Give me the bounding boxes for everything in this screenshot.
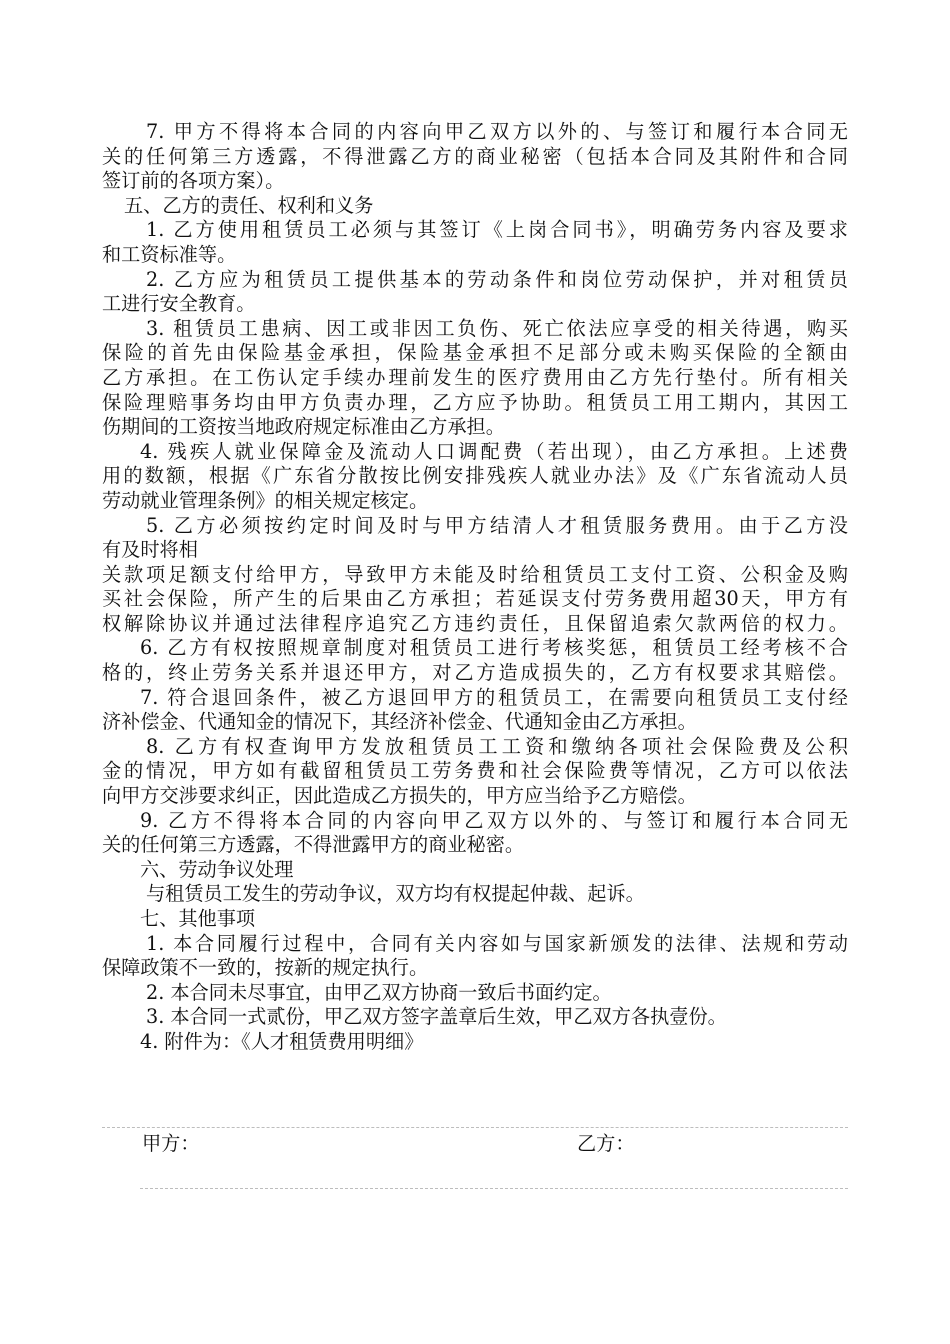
paragraph-line: 乙方承担。在工伤认定手续办理前发生的医疗费用由乙方先行垫付。所有相关 (102, 365, 848, 389)
party-a-signature-label: 甲方： (142, 1132, 200, 1155)
paragraph (102, 882, 848, 907)
paragraph-line: 济补偿金、代通知金的情况下，其经济补偿金、代通知金由乙方承担。 (102, 710, 697, 734)
paragraph-line: 买社会保险，所产生的后果由乙方承担；若延误支付劳务费用超30天，甲方有 (102, 587, 848, 611)
paragraph-line: 格的，终止劳务关系并退还甲方，对乙方造成损失的，乙方有权要求其赔偿。 (102, 661, 848, 685)
paragraph (102, 1030, 848, 1055)
paragraph-line: 5. 乙方必须按约定时间及时与甲方结清人才租赁服务费用。由于乙方没 (146, 513, 848, 537)
paragraph-line: 向甲方交涉要求纠正，因此造成乙方损失的，甲方应当给予乙方赔偿。 (102, 784, 697, 808)
paragraph (102, 120, 848, 194)
paragraph-line: 有及时将相 (102, 538, 198, 562)
paragraph (102, 981, 848, 1006)
party-b-signature-label: 乙方： (577, 1132, 635, 1155)
paragraph (102, 1005, 848, 1030)
paragraph-line: 7. 符合退回条件，被乙方退回甲方的租赁员工，在需要向租赁员工支付经 (140, 685, 848, 709)
paragraph-line: 9. 乙方不得将本合同的内容向甲乙双方以外的、与签订和履行本合同无 (140, 808, 848, 832)
signature-top-divider (102, 1127, 848, 1128)
paragraph (102, 735, 848, 809)
paragraph (102, 686, 848, 735)
paragraph-line: 与租赁员工发生的劳动争议，双方均有权提起仲裁、起诉。 (146, 882, 645, 906)
paragraph-line: 劳动就业管理条例》的相关规定核定。 (102, 488, 429, 512)
paragraph (102, 563, 848, 637)
paragraph (102, 317, 848, 440)
paragraph-line: 7. 甲方不得将本合同的内容向甲乙双方以外的、与签订和履行本合同无 (146, 120, 848, 143)
paragraph-line: 七、其他事项 (140, 907, 256, 930)
contract-body (102, 120, 848, 1055)
paragraph-line: 保障政策不一致的，按新的规定执行。 (102, 956, 429, 980)
signature-bottom-divider (140, 1188, 848, 1189)
paragraph (102, 809, 848, 858)
paragraph (102, 268, 848, 317)
paragraph-line: 2. 本合同未尽事宜，由甲乙双方协商一致后书面约定。 (146, 980, 612, 1004)
paragraph-line: 工进行安全教育。 (102, 292, 256, 316)
paragraph (102, 907, 848, 932)
paragraph (102, 218, 848, 267)
paragraph (102, 932, 848, 981)
paragraph-line: 2. 乙方应为租赁员工提供基本的劳动条件和岗位劳动保护，并对租赁员 (146, 267, 848, 291)
paragraph-line: 六、劳动争议处理 (140, 857, 294, 881)
paragraph-line: 签订前的各项方案）。 (102, 169, 285, 193)
paragraph (102, 514, 848, 563)
paragraph-line: 关款项足额支付给甲方，导致甲方未能及时给租赁员工支付工资、公积金及购 (102, 562, 848, 586)
paragraph-line: 3. 租赁员工患病、因工或非因工负伤、死亡依法应享受的相关待遇，购买 (146, 316, 848, 340)
paragraph-line: 伤期间的工资按当地政府规定标准由乙方承担。 (102, 415, 505, 439)
paragraph (102, 636, 848, 685)
paragraph (102, 440, 848, 514)
paragraph-line: 关的任何第三方透露，不得泄露甲方的商业秘密。 (102, 833, 525, 857)
paragraph-line: 1. 乙方使用租赁员工必须与其签订《上岗合同书》，明确劳务内容及要求 (146, 218, 848, 242)
paragraph-line: 1. 本合同履行过程中，合同有关内容如与国家新颁发的法律、法规和劳动 (146, 931, 848, 955)
paragraph-line: 6. 乙方有权按照规章制度对租赁员工进行考核奖惩，租赁员工经考核不合 (140, 636, 848, 660)
paragraph (102, 858, 848, 883)
paragraph-line: 关的任何第三方透露，不得泄露乙方的商业秘密（包括本合同及其附件和合同 (102, 144, 848, 168)
paragraph-line: 4. 残疾人就业保障金及流动人口调配费（若出现），由乙方承担。上述费 (140, 439, 848, 463)
paragraph-line: 3. 本合同一式贰份，甲乙双方签字盖章后生效，甲乙双方各执壹份。 (146, 1005, 727, 1029)
paragraph (102, 194, 848, 219)
paragraph-line: 和工资标准等。 (102, 242, 237, 266)
paragraph-line: 保险的首先由保险基金承担，保险基金承担不足部分或未购买保险的全额由 (102, 341, 848, 365)
paragraph-line: 权解除协议并通过法律程序追究乙方违约责任，且保留追索欠款两倍的权力。 (102, 611, 848, 635)
paragraph-line: 金的情况，甲方如有截留租赁员工劳务费和社会保险费等情况，乙方可以依法 (102, 759, 848, 783)
paragraph-line: 用的数额，根据《广东省分散按比例安排残疾人就业办法》及《广东省流动人员 (102, 464, 848, 488)
paragraph-line: 4. 附件为：《人才租赁费用明细》 (140, 1029, 424, 1053)
paragraph-line: 五、乙方的责任、权利和义务 (124, 193, 374, 217)
paragraph-line: 保险理赔事务均由甲方负责办理，乙方应予协助。租赁员工用工期内，其因工 (102, 390, 848, 414)
paragraph-line: 8. 乙方有权查询甲方发放租赁员工工资和缴纳各项社会保险费及公积 (146, 734, 848, 758)
